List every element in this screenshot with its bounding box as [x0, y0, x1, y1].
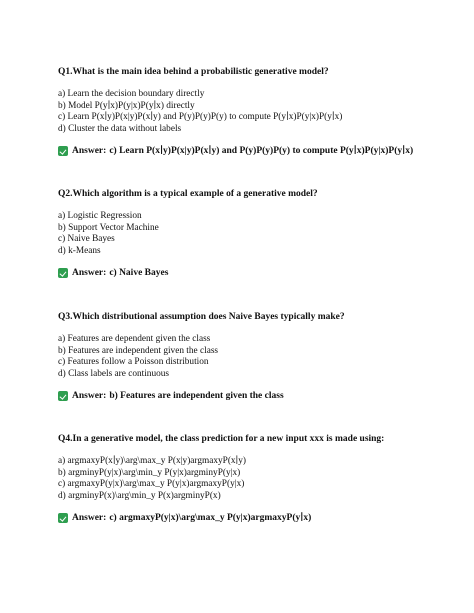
option-list [58, 456, 458, 502]
option-c: c) Naive Bayes [58, 234, 115, 245]
option-a: a) Logistic Regression [58, 211, 142, 221]
question-title: Q1.What is the main idea behind a probabilistic generative model? [58, 67, 329, 77]
option-d: d) Class labels are continuous [58, 368, 170, 379]
option-c: c) Learn P(x∣y)P(x|y)P(x∣y) and P(y)P(y)P(y) to compute P(y∣x)P(y|x)P(y∣x) [58, 112, 343, 123]
answer-label: Answer: [72, 268, 107, 279]
question-4 [58, 433, 458, 524]
check-mark-icon [58, 146, 68, 156]
option-b: b) Model P(y∣x)P(y|x)P(y∣x) directly [58, 100, 195, 111]
option-list [58, 334, 458, 380]
question-1 [58, 66, 458, 157]
answer-text: c) Learn P(x∣y)P(x|y)P(x∣y) and P(y)P(y)P(y) to compute P(y∣x)P(y|x)P(y∣x) [109, 146, 414, 157]
option-d: d) argminyP(x)\arg\min_y P(x)argminyP(x) [58, 490, 221, 501]
option-list [58, 89, 458, 135]
option-list [58, 211, 458, 257]
answer-text: c) Naive Bayes [109, 268, 169, 279]
question-3 [58, 311, 458, 402]
check-mark-icon [58, 513, 68, 523]
option-b: b) Features are independent given the class [58, 345, 219, 356]
answer-label: Answer: [72, 391, 107, 402]
question-title: Q3.Which distributional assumption does Naive Bayes typically make? [58, 312, 345, 322]
option-a: a) Features are dependent given the class [58, 334, 211, 344]
answer-line [58, 512, 458, 524]
answer-line [58, 267, 458, 279]
option-b: b) Support Vector Machine [58, 222, 159, 233]
check-mark-icon [58, 391, 68, 401]
option-c: c) Features follow a Poisson distribution [58, 357, 209, 368]
option-a: a) Learn the decision boundary directly [58, 89, 205, 99]
check-mark-icon [58, 268, 68, 278]
question-2 [58, 188, 458, 279]
answer-text: b) Features are independent given the class [109, 391, 284, 402]
question-title: Q4.In a generative model, the class prediction for a new input xxx is made using: [58, 434, 385, 444]
option-d: d) k-Means [58, 245, 101, 256]
answer-line [58, 145, 458, 157]
option-a: a) argmaxyP(x∣y)\arg\max_y P(x|y)argmaxyP(x∣y) [58, 456, 247, 466]
option-c: c) argmaxyP(y|x)\arg\max_y P(y|x)argmaxyP(y|x) [58, 479, 245, 490]
option-d: d) Cluster the data without labels [58, 123, 182, 134]
option-b: b) argminyP(y|x)\arg\min_y P(y|x)argminyP(y|x) [58, 467, 241, 478]
answer-line [58, 390, 458, 402]
answer-label: Answer: [72, 146, 107, 157]
question-title: Q2.Which algorithm is a typical example of a generative model? [58, 189, 318, 199]
answer-label: Answer: [72, 513, 107, 524]
answer-text: c) argmaxyP(y|x)\arg\max_y P(y|x)argmaxyP(y∣x) [109, 513, 312, 524]
